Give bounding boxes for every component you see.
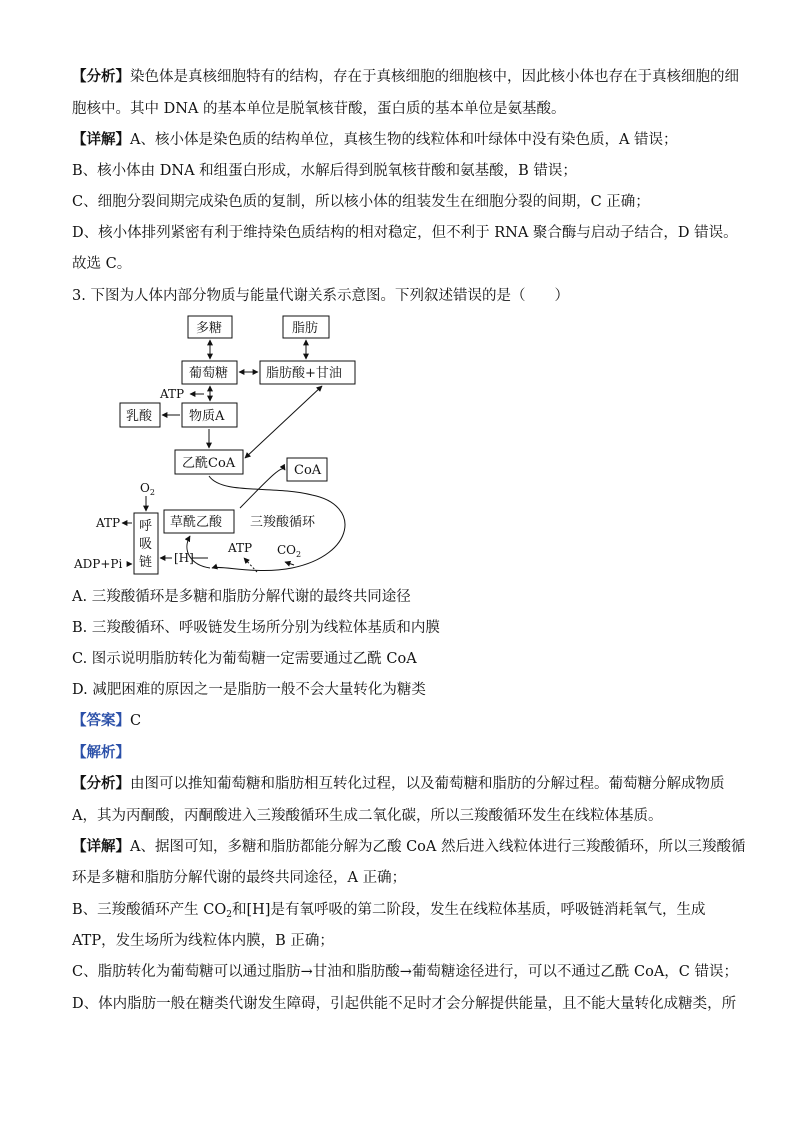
analysis-tag: 【分析】 [72, 775, 130, 792]
label-resp-chain-2: 吸 [139, 537, 153, 552]
label-lactic-acid: 乳酸 [126, 409, 153, 424]
option-b: B. 三羧酸循环、呼吸链发生场所分别为线粒体基质和内膜 [72, 620, 440, 636]
detail-line-b1 [72, 900, 705, 925]
label-coa: CoA [294, 463, 322, 478]
label-substance-a: 物质A [189, 409, 225, 424]
detail-line-b2: ATP，发生场所为线粒体内膜，B 正确； [72, 933, 334, 949]
label-tca-cycle: 三羧酸循环 [250, 515, 316, 530]
detail-line-a2: 环是多糖和脂肪分解代谢的最终共同途径，A 正确； [72, 870, 407, 886]
analysis-line-2: A，其为丙酮酸，丙酮酸进入三羧酸循环生成二氧化碳，所以三羧酸循环发生在线粒体基质。 [72, 808, 663, 824]
prev-analysis-line-2: 胞核中。其中 DNA 的基本单位是脱氧核苷酸，蛋白质的基本单位是氨基酸。 [72, 101, 566, 117]
label-oxaloacetate: 草酰乙酸 [170, 515, 223, 530]
label-atp-resp: ATP [96, 516, 121, 530]
option-c: C. 图示说明脂肪转化为葡萄糖一定需要通过乙酰 CoA [72, 651, 417, 667]
analysis-line-1 [72, 774, 725, 794]
label-o2: $O_2$ [140, 481, 155, 497]
label-acetyl-coa: 乙酰CoA [182, 456, 236, 471]
option-a: A. 三羧酸循环是多糖和脂肪分解代谢的最终共同途径 [72, 589, 411, 605]
text: A、核小体是染色质的结构单位，真核生物的线粒体和叶绿体中没有染色质，A 错误； [130, 132, 678, 148]
prev-detail-line-d: D、核小体排列紧密有利于维持染色质结构的相对稳定，但不利于 RNA 聚合酶与启动子结合，D 错误。 [72, 225, 738, 241]
label-fat: 脂肪 [292, 321, 319, 336]
label-polysaccharide: 多糖 [196, 321, 223, 336]
detail-line-a1 [72, 837, 745, 857]
prev-analysis-line-1 [72, 67, 739, 87]
text: 2 [226, 910, 232, 920]
text: B、三羧酸循环产生 CO [72, 902, 227, 918]
label-resp-chain-3: 链 [139, 555, 153, 570]
label-co2: $CO_2$ [277, 543, 302, 559]
label-glucose: 葡萄糖 [189, 366, 229, 381]
metabolism-diagram [72, 310, 372, 578]
detail-line-c: C、脂肪转化为葡萄糖可以通过脂肪→甘油和脂肪酸→葡萄糖途径进行，可以不通过乙酰 CoA，C 错误； [72, 964, 738, 980]
label-adp-pi: ADP+Pi [74, 557, 123, 571]
answer-value: C [130, 713, 142, 729]
option-d: D. 减肥困难的原因之一是脂肪一般不会大量转化为糖类 [72, 682, 426, 698]
label-fatty-acid-glycerol: 脂肪酸+甘油 [266, 366, 342, 381]
prev-detail-line-c: C、细胞分裂间期完成染色质的复制，所以核小体的组装发生在细胞分裂的间期，C 正确； [72, 194, 650, 210]
prev-conclusion: 故选 C。 [72, 256, 132, 272]
answer-tag: 【答案】 [72, 712, 130, 729]
prev-detail-line-b: B、核小体由 DNA 和组蛋白形成，水解后得到脱氧核苷酸和氨基酸，B 错误； [72, 163, 577, 179]
text: 由图可以推知葡萄糖和脂肪相互转化过程，以及葡萄糖和脂肪的分解过程。葡萄糖分解成物质 [130, 776, 725, 792]
explanation-tag: 【解析】 [72, 744, 130, 761]
detail-line-d: D、体内脂肪一般在糖类代谢发生障碍，引起供能不足时才会分解提供能量，且不能大量转化成糖类，所 [72, 996, 737, 1012]
text: A、据图可知，多糖和脂肪都能分解为乙酸 CoA 然后进入线粒体进行三羧酸循环，所以三羧酸循 [130, 839, 746, 855]
text: 和[H]是有氧呼吸的第二阶段，发生在线粒体基质，呼吸链消耗氧气，生成 [231, 902, 706, 918]
question-stem: 3. 下图为人体内部分物质与能量代谢关系示意图。下列叙述错误的是（ ） [72, 288, 569, 304]
prev-detail-line-a [72, 130, 678, 150]
detail-tag: 【详解】 [72, 131, 130, 148]
label-resp-chain-1: 呼 [139, 519, 153, 534]
analysis-tag: 【分析】 [72, 68, 130, 85]
detail-tag: 【详解】 [72, 838, 130, 855]
explanation-heading [72, 743, 130, 763]
answer [72, 711, 141, 731]
label-atp-tca: ATP [228, 541, 253, 555]
label-h: [H] [174, 551, 194, 565]
label-atp-glycolysis: ATP [160, 387, 185, 401]
text: 染色体是真核细胞特有的结构，存在于真核细胞的细胞核中，因此核小体也存在于真核细胞的细 [130, 69, 739, 85]
